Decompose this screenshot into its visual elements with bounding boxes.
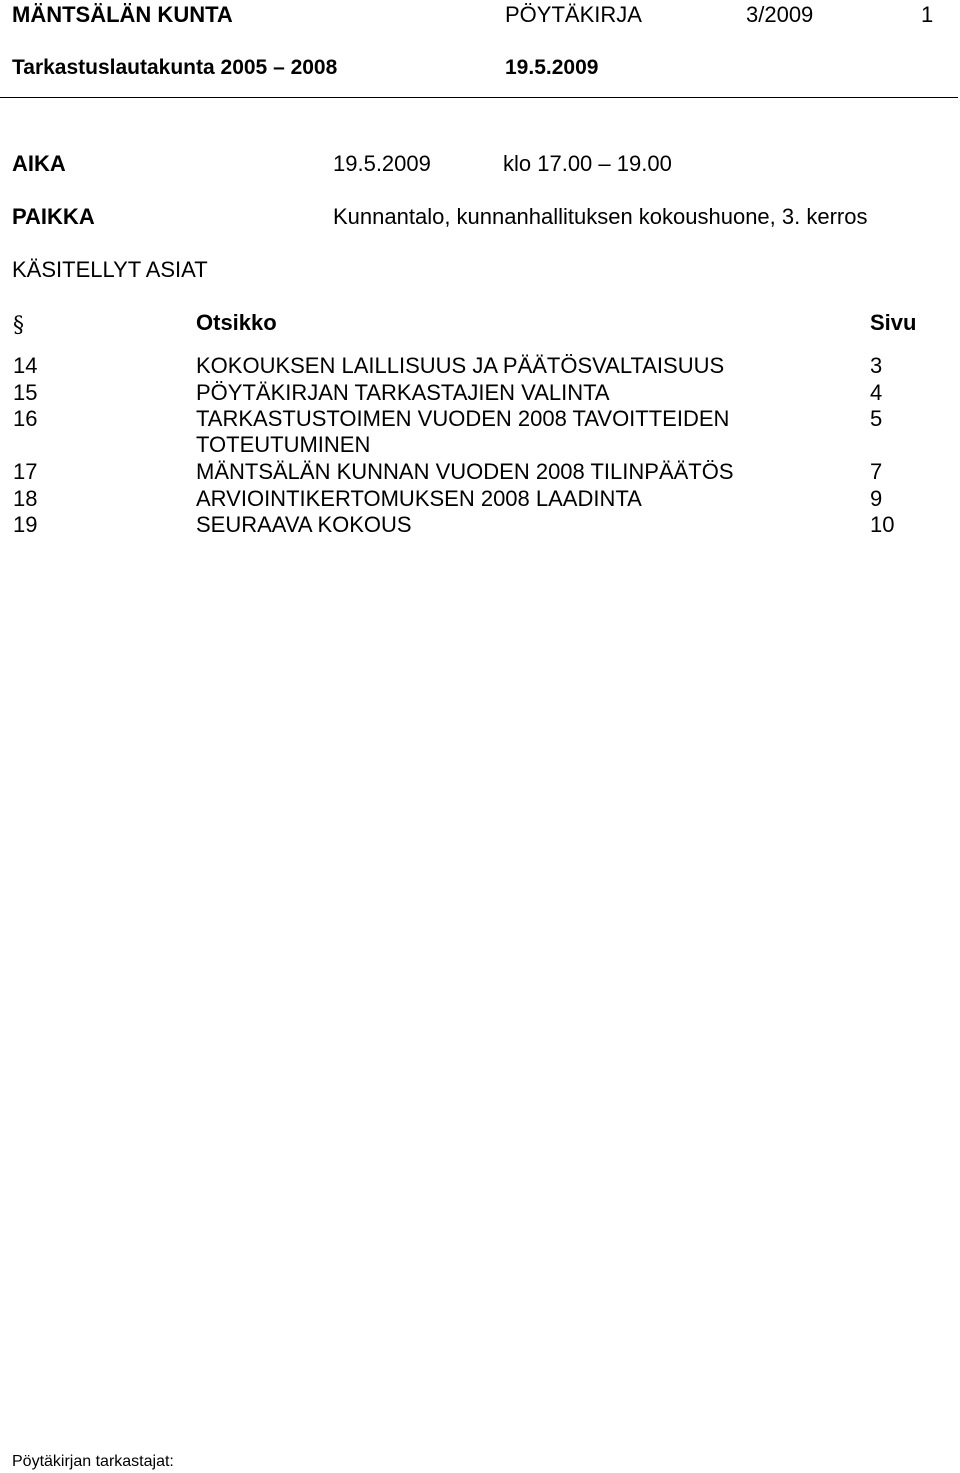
agenda-item-page: 7 bbox=[870, 459, 883, 484]
page-number: 1 bbox=[921, 2, 934, 27]
agenda-row bbox=[0, 459, 960, 485]
agenda-item-title: MÄNTSÄLÄN KUNNAN VUODEN 2008 TILINPÄÄTÖS bbox=[196, 459, 734, 484]
agenda-item-number: 14 bbox=[13, 353, 38, 378]
agenda-item-title: PÖYTÄKIRJAN TARKASTAJIEN VALINTA bbox=[196, 380, 610, 405]
agenda-item-title: SEURAAVA KOKOUS bbox=[196, 512, 412, 537]
organization-name: MÄNTSÄLÄN KUNTA bbox=[12, 2, 233, 27]
header-divider bbox=[0, 97, 958, 98]
time-label: AIKA bbox=[12, 151, 66, 176]
document-type: PÖYTÄKIRJA bbox=[505, 2, 642, 27]
time-date: 19.5.2009 bbox=[333, 151, 431, 176]
time-hours: klo 17.00 – 19.00 bbox=[503, 151, 672, 176]
committee-name: Tarkastuslautakunta 2005 – 2008 bbox=[12, 56, 338, 79]
column-header-title: Otsikko bbox=[196, 310, 277, 335]
agenda-item-number: 16 bbox=[13, 406, 38, 431]
agenda-heading: KÄSITELLYT ASIAT bbox=[12, 257, 208, 282]
agenda-row bbox=[0, 512, 960, 538]
agenda-item-number: 17 bbox=[13, 459, 38, 484]
agenda-row bbox=[0, 380, 960, 406]
signers-label: Pöytäkirjan tarkastajat: bbox=[12, 1453, 174, 1470]
column-header-page: Sivu bbox=[870, 310, 917, 335]
agenda-item-page: 4 bbox=[870, 380, 883, 405]
section-sign-icon: § bbox=[13, 313, 24, 338]
place-value: Kunnantalo, kunnanhallituksen kokoushuone, 3. kerros bbox=[333, 204, 868, 229]
meeting-date: 19.5.2009 bbox=[505, 56, 599, 79]
agenda-row bbox=[0, 406, 960, 458]
agenda-item-title: ARVIOINTIKERTOMUKSEN 2008 LAADINTA bbox=[196, 486, 642, 511]
agenda-row bbox=[0, 486, 960, 512]
agenda-row bbox=[0, 353, 960, 379]
agenda-item-number: 19 bbox=[13, 512, 38, 537]
agenda-item-page: 9 bbox=[870, 486, 883, 511]
agenda-item-title: TARKASTUSTOIMEN VUODEN 2008 TAVOITTEIDEN TOTEUTUMINEN bbox=[196, 406, 730, 457]
place-label: PAIKKA bbox=[12, 204, 95, 229]
agenda-item-number: 15 bbox=[13, 380, 38, 405]
agenda-item-number: 18 bbox=[13, 486, 38, 511]
agenda-item-page: 5 bbox=[870, 406, 883, 431]
agenda-item-page: 3 bbox=[870, 353, 883, 378]
agenda-item-page: 10 bbox=[870, 512, 895, 537]
document-number: 3/2009 bbox=[746, 2, 814, 27]
agenda-item-title: KOKOUKSEN LAILLISUUS JA PÄÄTÖSVALTAISUUS bbox=[196, 353, 725, 378]
